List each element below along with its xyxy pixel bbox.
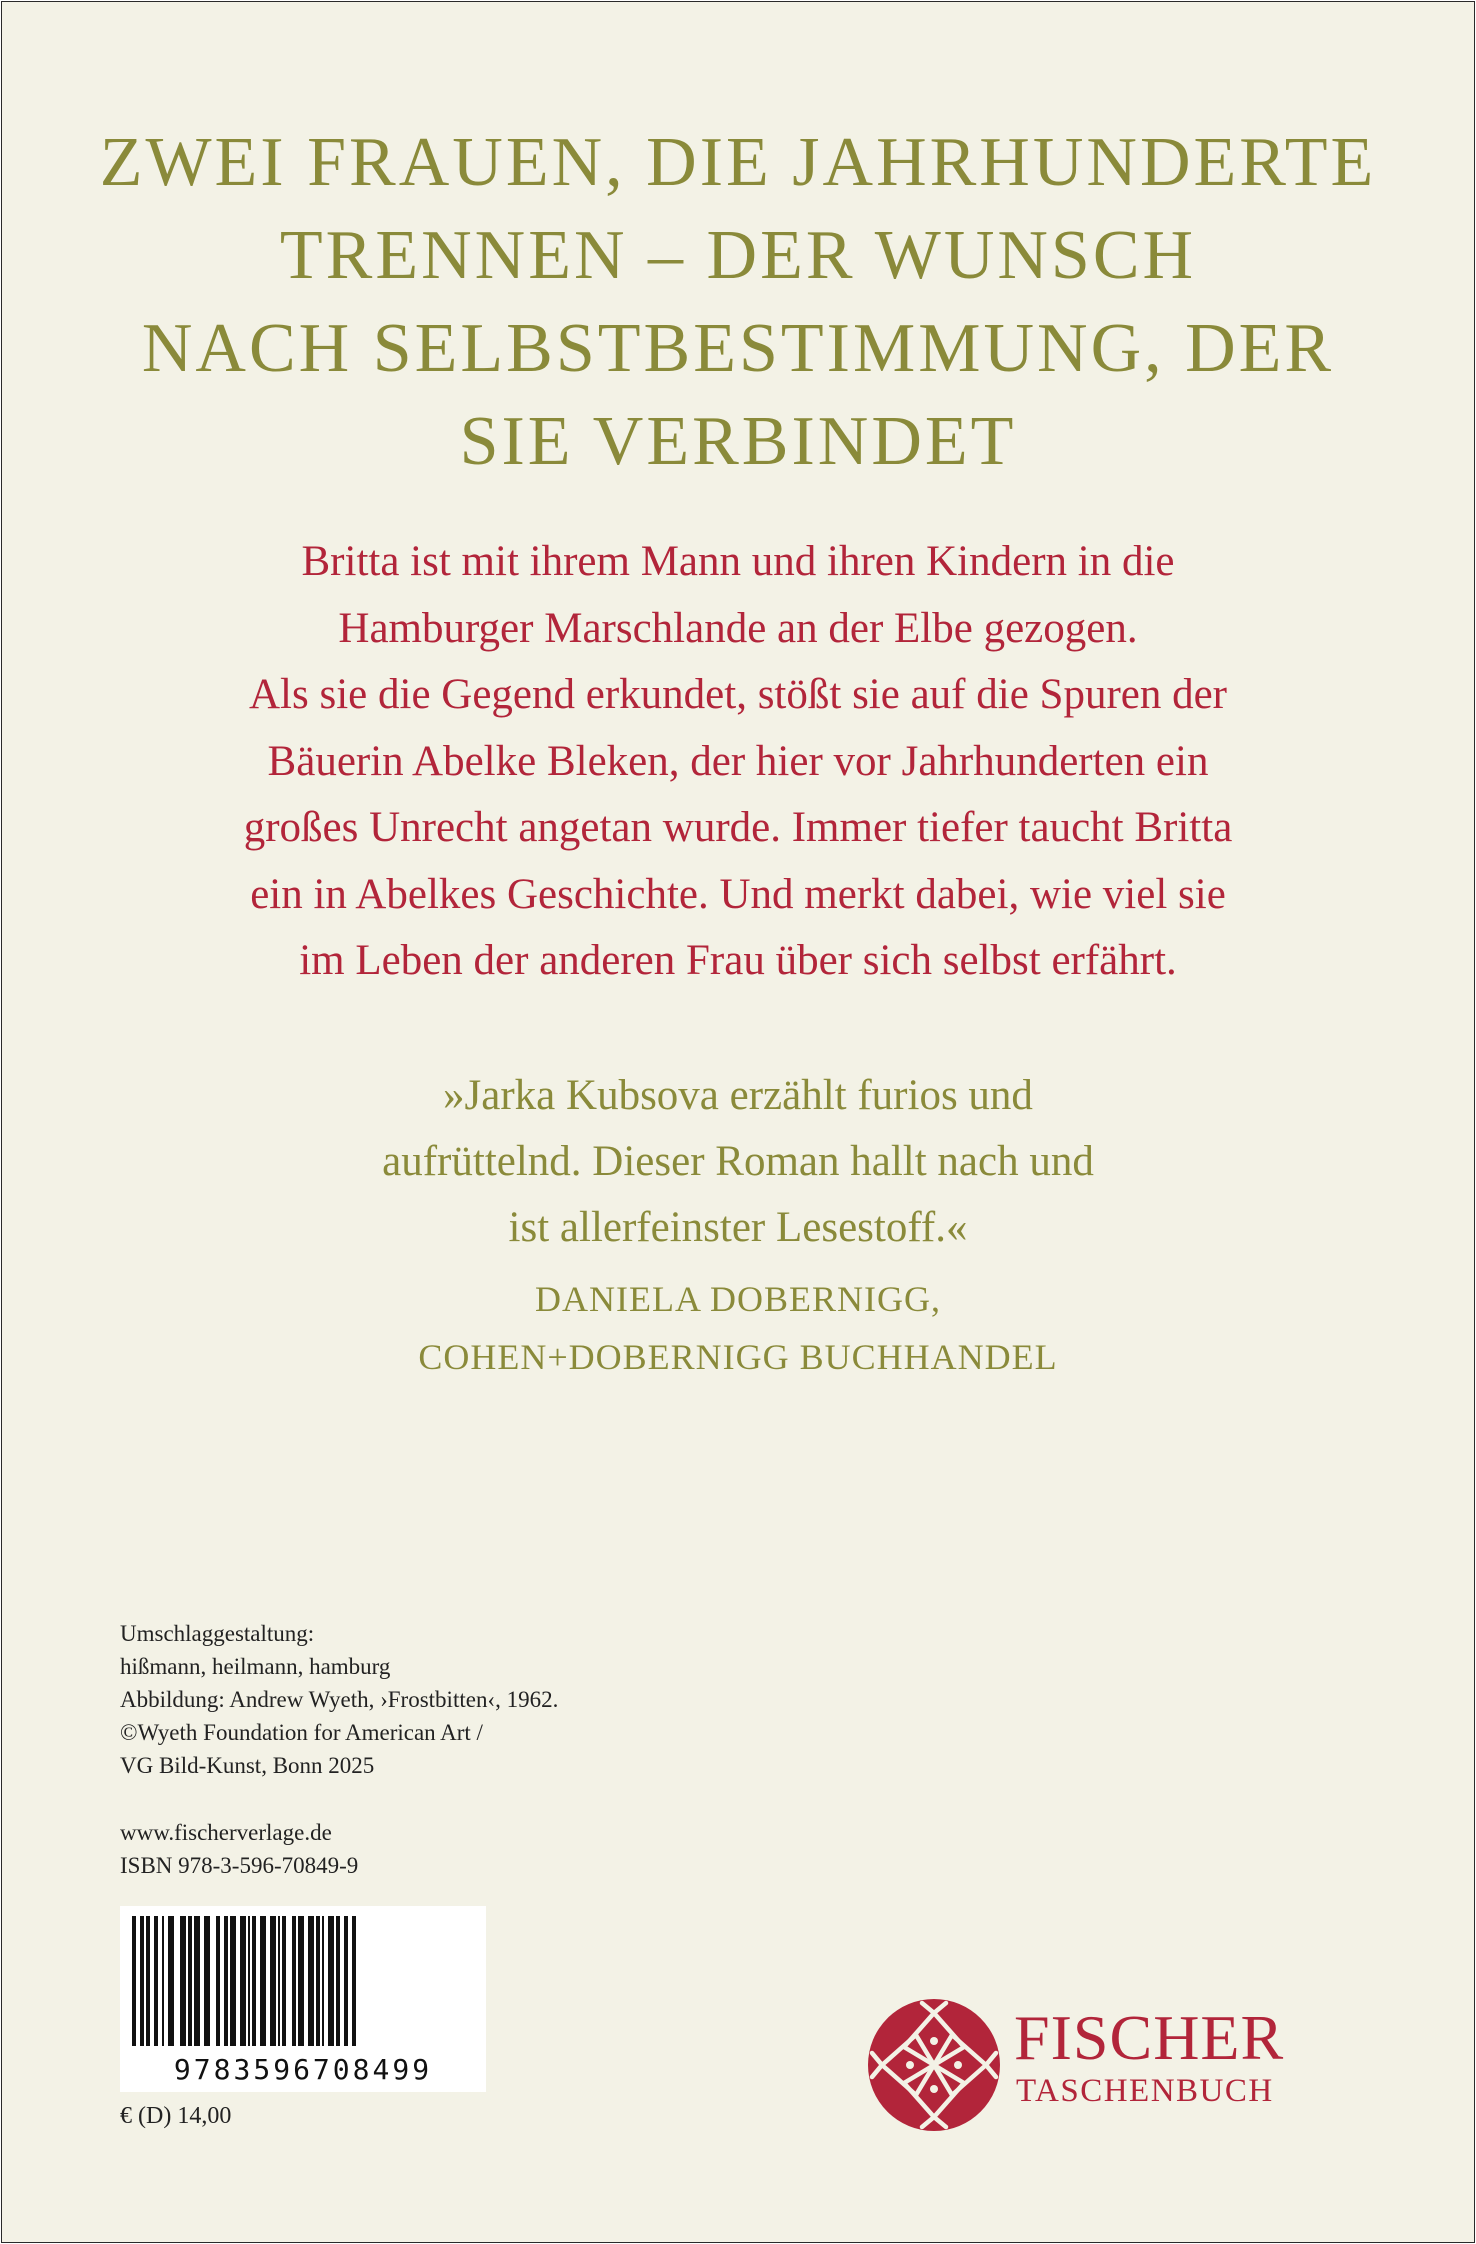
- barcode-bar: [180, 1916, 186, 2046]
- publisher-logo: [864, 1995, 1384, 2135]
- barcode-bar: [308, 1916, 314, 2046]
- barcode-bar: [194, 1916, 200, 2046]
- logo-name: FISCHER: [1014, 2002, 1285, 2073]
- blurb-line: Als sie die Gegend erkundet, stößt sie auf die Spuren der: [249, 671, 1227, 718]
- barcode-bar: [282, 1916, 286, 2046]
- barcode-bar: [132, 1916, 136, 2046]
- barcode-bar: [352, 1916, 356, 2046]
- quote-attribution: [2, 1270, 1474, 1386]
- quote-line: »Jarka Kubsova erzählt furios und: [443, 1072, 1033, 1119]
- barcode-bar: [270, 1916, 276, 2046]
- barcode-bar: [252, 1916, 256, 2046]
- quote-line: ist allerfeinster Lesestoff.«: [508, 1204, 968, 1251]
- barcode-bars: [124, 1916, 482, 2046]
- barcode-bar: [216, 1916, 220, 2046]
- barcode-bar: [292, 1916, 296, 2046]
- blurb-line: ein in Abelkes Geschichte. Und merkt dabei, wie viel sie: [250, 870, 1226, 918]
- blurb-line: großes Unrecht angetan wurde. Immer tiefer taucht Britta: [243, 804, 1233, 851]
- barcode-bar: [344, 1916, 348, 2046]
- barcode-bar: [278, 1916, 280, 2046]
- barcode-bar: [140, 1916, 144, 2046]
- barcode-bar: [188, 1916, 192, 2046]
- isbn-barcode: [120, 1906, 486, 2092]
- logo-subtitle: TASCHENBUCH: [1016, 2073, 1274, 2109]
- barcode-bar: [168, 1916, 174, 2046]
- barcode-bar: [146, 1916, 150, 2046]
- blurb-line: Hamburger Marschlande an der Elbe gezogen.: [338, 604, 1138, 652]
- barcode-bar: [316, 1916, 320, 2046]
- barcode-bar: [224, 1916, 228, 2046]
- price-label: € (D) 14,00: [120, 2103, 232, 2129]
- fischer-fish-emblem-icon: [864, 1995, 1004, 2135]
- publisher-website: www.fischerverlage.de: [120, 1820, 332, 1845]
- isbn-text: ISBN 978-3-596-70849-9: [120, 1853, 359, 1878]
- attribution-line: DANIELA DOBERNIGG,: [535, 1279, 941, 1319]
- blurb-paragraph: [2, 529, 1474, 995]
- headline: [2, 116, 1474, 488]
- barcode-bar: [162, 1916, 164, 2046]
- barcode-bar: [154, 1916, 158, 2046]
- blurb-line: im Leben der anderen Frau über sich selbst erfährt.: [299, 937, 1177, 984]
- barcode-bar: [248, 1916, 250, 2046]
- quote-line: aufrüttelnd. Dieser Roman hallt nach und: [382, 1138, 1094, 1185]
- barcode-bar: [240, 1916, 246, 2046]
- credit-line: Umschlaggestaltung:: [120, 1621, 315, 1646]
- blurb-line: Britta ist mit ihrem Mann und ihren Kindern in die: [301, 538, 1175, 585]
- barcode-bar: [230, 1916, 236, 2046]
- credit-line: VG Bild-Kunst, Bonn 2025: [120, 1753, 375, 1778]
- headline-line: TRENNEN – DER WUNSCH: [279, 217, 1197, 294]
- credit-line: ©Wyeth Foundation for American Art /: [120, 1720, 483, 1745]
- barcode-bar: [328, 1916, 334, 2046]
- headline-line: NACH SELBSTBESTIMMUNG, DER: [141, 310, 1335, 387]
- blurb-line: Bäuerin Abelke Bleken, der hier vor Jahrhunderten ein: [267, 737, 1209, 785]
- barcode-bar: [336, 1916, 340, 2046]
- headline-line: SIE VERBINDET: [459, 403, 1017, 480]
- book-back-cover: [1, 1, 1475, 2243]
- barcode-bar: [298, 1916, 304, 2046]
- credit-line: Abbildung: Andrew Wyeth, ›Frostbitten‹, 1962.: [120, 1687, 559, 1712]
- review-quote: [2, 1063, 1474, 1261]
- cover-credits: [120, 1617, 558, 1782]
- barcode-bar: [204, 1916, 210, 2046]
- barcode-bar: [322, 1916, 324, 2046]
- publisher-info: [120, 1816, 358, 1882]
- attribution-line: COHEN+DOBERNIGG BUCHHANDEL: [418, 1337, 1058, 1377]
- barcode-bar: [260, 1916, 266, 2046]
- barcode-digits: 9783596708499: [173, 2053, 433, 2086]
- credit-line: hißmann, heilmann, hamburg: [120, 1654, 391, 1679]
- headline-line: ZWEI FRAUEN, DIE JAHRHUNDERTE: [99, 124, 1377, 201]
